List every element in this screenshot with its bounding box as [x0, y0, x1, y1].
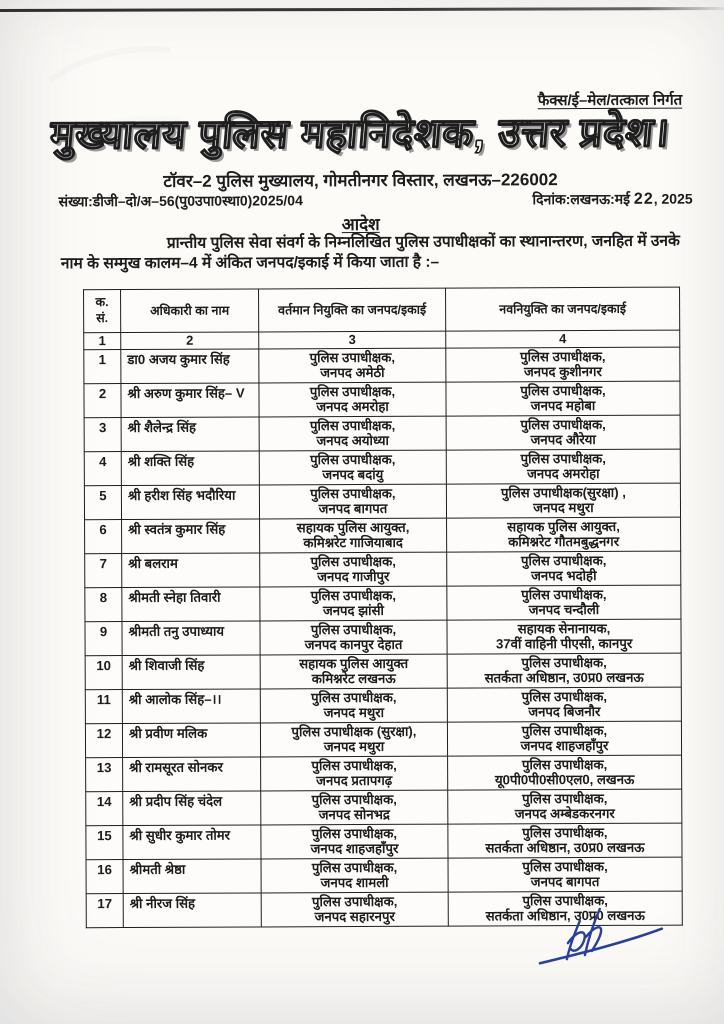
header-officer-name: अधिकारी का नाम: [121, 289, 259, 333]
current-posting-line1: पुलिस उपाधीक्षक,: [310, 553, 396, 569]
serial-number-cell: 1: [84, 349, 121, 383]
new-posting-cell: [447, 551, 681, 586]
table-row: [84, 347, 680, 384]
new-posting-cell: [447, 687, 681, 722]
new-posting-line2: जनपद बिजनौर: [528, 703, 601, 719]
header-serial: क. सं.: [84, 290, 121, 333]
table-row: [85, 653, 681, 690]
new-posting-cell: [448, 857, 682, 892]
current-posting-cell: [259, 450, 446, 485]
current-posting-line2: जनपद बदांयु: [322, 466, 384, 482]
serial-number-cell: 2: [84, 383, 121, 417]
date-day-handwritten: 22: [633, 190, 654, 208]
current-posting-line1: पुलिस उपाधीक्षक,: [310, 587, 397, 603]
current-posting-line1: पुलिस उपाधीक्षक,: [310, 485, 396, 501]
current-posting-line1: पुलिस उपाधीक्षक,: [309, 383, 396, 399]
officer-name-cell: श्री सुधीर कुमार तोमर: [123, 825, 261, 860]
new-posting-line2: जनपद कुशीनगर: [523, 363, 602, 379]
new-posting-cell: [447, 619, 681, 654]
new-posting-line2: जनपद अम्बेडकरनगर: [514, 805, 615, 821]
new-posting-cell: [447, 585, 681, 620]
new-posting-line1: पुलिस उपाधीक्षक,: [522, 824, 608, 840]
current-posting-line1: पुलिस उपाधीक्षक,: [311, 757, 397, 773]
new-posting-line2: जनपद बागपत: [530, 873, 600, 889]
serial-number-cell: 8: [85, 587, 122, 621]
current-posting-line2: जनपद अमेठी: [320, 364, 385, 380]
current-posting-line2: जनपद अयोध्या: [316, 432, 389, 448]
table-row: [86, 789, 682, 826]
current-posting-cell: [260, 722, 447, 757]
current-posting-line2: जनपद अमरोहा: [316, 398, 389, 414]
new-posting-line2: सतर्कता अधिष्ठान, उ0प्र0 लखनऊ: [484, 669, 644, 686]
reference-number: संख्या:डीजी–दो/अ–56(पु0उपा0स्था0)2025/04: [58, 192, 303, 210]
new-posting-cell: [448, 823, 682, 858]
current-posting-line2: जनपद मथुरा: [323, 704, 385, 720]
current-posting-line2: जनपद शाहजहाँपुर: [310, 840, 399, 856]
serial-number-cell: 12: [85, 723, 122, 757]
current-posting-line1: पुलिस उपाधीक्षक,: [311, 893, 398, 909]
column-number: 1: [84, 333, 121, 350]
column-number: 2: [121, 332, 259, 349]
current-posting-line2: कमिश्नरेट लखनऊ: [311, 670, 396, 686]
table-row: [86, 823, 682, 860]
officer-name-cell: श्रीमती श्रेष्ठा: [123, 859, 261, 894]
new-posting-line1: पुलिस उपाधीक्षक,: [522, 790, 608, 806]
current-posting-line1: पुलिस उपाधीक्षक (सुरक्षा),: [291, 723, 417, 739]
order-text-part1: प्रान्तीय पुलिस सेवा संवर्ग के निम्नलिखित पुलिस उपाधीक्षकों का स्थानान्तरण, जनहित में उनके नाम के सम्मुख: [60, 232, 680, 273]
new-posting-line1: पुलिस उपाधीक्षक,: [521, 654, 607, 670]
issue-date: [532, 190, 692, 210]
officer-name-cell: श्री स्वतंत्र कुमार सिंह: [122, 519, 260, 554]
new-posting-line2: जनपद अमरोहा: [527, 465, 600, 481]
serial-number-cell: 6: [85, 519, 122, 553]
signature-ink: [540, 909, 662, 964]
table-row: [85, 517, 681, 554]
new-posting-cell: [446, 381, 680, 416]
table-row: [84, 381, 680, 418]
date-suffix: , 2025: [653, 190, 693, 207]
table-row: [86, 755, 682, 792]
transfer-table-header: [84, 287, 680, 349]
current-posting-line2: कमिश्नरेट गाजियाबाद: [303, 534, 403, 550]
officer-name-cell: श्री नीरज सिंह: [123, 893, 261, 928]
new-posting-cell: [446, 449, 680, 484]
new-posting-line1: पुलिस उपाधीक्षक,: [522, 858, 608, 874]
officer-name-cell: श्री प्रवीण मलिक: [122, 723, 260, 758]
serial-number-cell: 11: [85, 689, 122, 723]
current-posting-line1: पुलिस उपाधीक्षक,: [310, 621, 397, 637]
new-posting-line1: पुलिस उपाधीक्षक,: [520, 348, 606, 364]
order-body-paragraph: [61, 232, 689, 275]
new-posting-cell: [448, 789, 682, 824]
serial-number-cell: 13: [86, 757, 123, 791]
serial-number-cell: 7: [85, 553, 122, 587]
current-posting-cell: [259, 382, 446, 417]
new-posting-line1: पुलिस उपाधीक्षक,: [521, 586, 607, 602]
current-posting-cell: [261, 858, 448, 893]
current-posting-line2: जनपद मथुरा: [323, 738, 385, 754]
current-posting-cell: [260, 552, 447, 587]
table-row: [84, 415, 680, 452]
reference-and-date-row: [59, 190, 693, 212]
current-posting-line1: पुलिस उपाधीक्षक,: [311, 825, 398, 841]
table-row: [84, 483, 680, 520]
serial-number-cell: 16: [86, 859, 123, 893]
serial-number-cell: 3: [84, 417, 121, 451]
officer-name-cell: डा0 अजय कुमार सिंह: [121, 349, 259, 384]
new-posting-cell: [446, 483, 680, 518]
current-posting-cell: [261, 790, 448, 825]
new-posting-line1: पुलिस उपाधीक्षक,: [521, 552, 607, 568]
current-posting-cell: [259, 416, 446, 451]
new-posting-line1: पुलिस उपाधीक्षक,: [521, 688, 608, 704]
order-heading: आदेश: [341, 214, 380, 235]
header-new-posting: नवनियुक्ति का जनपद/इकाई: [446, 287, 680, 331]
officer-name-cell: श्री शक्ति सिंह: [121, 451, 259, 486]
current-posting-cell: [259, 348, 446, 383]
current-posting-cell: [260, 586, 447, 621]
new-posting-line2: 37वीं वाहिनी पीएसी, कानपुर: [495, 635, 633, 652]
serial-number-cell: 17: [86, 893, 123, 927]
new-posting-line1: पुलिस उपाधीक्षक(सुरक्षा) ,: [500, 484, 626, 500]
new-posting-line2: जनपद महोबा: [530, 397, 596, 413]
current-posting-line1: पुलिस उपाधीक्षक,: [309, 417, 396, 433]
table-row: [84, 449, 680, 486]
table-row: [86, 857, 682, 894]
signature-scribble: [534, 903, 674, 979]
current-posting-line1: पुलिस उपाधीक्षक,: [311, 859, 398, 875]
current-posting-line1: पुलिस उपाधीक्षक,: [311, 689, 397, 705]
current-posting-cell: [260, 518, 447, 553]
new-posting-line1: पुलिस उपाधीक्षक,: [520, 450, 606, 466]
table-row: [85, 551, 681, 588]
current-posting-line2: जनपद शामली: [320, 874, 389, 890]
new-posting-line1: पुलिस उपाधीक्षक,: [520, 382, 606, 398]
new-posting-line2: जनपद भदोही: [531, 567, 597, 583]
new-posting-line2: जनपद शाहजहाँपुर: [520, 737, 609, 753]
current-posting-line1: पुलिस उपाधीक्षक,: [310, 451, 396, 467]
current-posting-line1: पुलिस उपाधीक्षक,: [309, 349, 396, 365]
current-posting-line2: जनपद झांसी: [322, 602, 384, 618]
officer-name-cell: श्रीमती तनु उपाध्याय: [122, 621, 260, 656]
table-row: [85, 721, 681, 758]
new-posting-cell: [447, 721, 681, 756]
current-posting-line2: जनपद प्रतापगढ़: [316, 772, 393, 788]
order-text-column-ref: कालम–4: [144, 254, 198, 273]
officer-name-cell: श्री रामसूरत सोनकर: [123, 757, 261, 792]
new-posting-line2: जनपद मथुरा: [533, 499, 594, 515]
officer-name-cell: श्री बलराम: [122, 553, 260, 588]
new-posting-line2: कमिश्नरेट गौतमबुद्धनगर: [508, 533, 620, 549]
officer-name-cell: श्री आलोक सिंह–।।: [122, 689, 260, 724]
current-posting-line1: पुलिस उपाधीक्षक,: [311, 791, 397, 807]
officer-name-cell: श्रीमती स्नेहा तिवारी: [122, 587, 260, 622]
new-posting-cell: [447, 517, 681, 552]
header-current-posting: वर्तमान नियुक्ति का जनपद/इकाई: [259, 288, 446, 332]
serial-number-cell: 9: [85, 621, 122, 655]
current-posting-cell: [260, 620, 447, 655]
current-posting-line2: जनपद बागपत: [318, 500, 388, 516]
serial-number-cell: 5: [84, 485, 121, 519]
officer-name-cell: श्री अरुण कुमार सिंह– V: [121, 383, 259, 418]
serial-number-cell: 14: [86, 791, 123, 825]
new-posting-line1: पुलिस उपाधीक्षक,: [521, 756, 608, 772]
new-posting-line2: जनपद चन्दौली: [528, 601, 600, 617]
current-posting-cell: [261, 756, 448, 791]
current-posting-line2: जनपद सोनभद्र: [318, 806, 390, 822]
officer-name-cell: श्री शिवाजी सिंह: [122, 655, 260, 690]
new-posting-cell: [446, 415, 680, 450]
new-posting-line2: जनपद औरेया: [530, 431, 596, 447]
delivery-mode-note: फैक्स/ई–मेल/तत्काल निर्गत: [537, 91, 683, 110]
new-posting-line1: पुलिस उपाधीक्षक,: [520, 416, 606, 432]
table-row: [85, 585, 681, 622]
new-posting-line1: सहायक सेनानायक,: [517, 620, 611, 636]
serial-number-cell: 10: [85, 655, 122, 689]
current-posting-cell: [261, 824, 448, 859]
letterhead-title: मुख्यालय पुलिस महानिदेशक, उत्तर प्रदेश।: [48, 110, 672, 158]
column-number: 4: [446, 330, 680, 348]
new-posting-line1: पुलिस उपाधीक्षक,: [522, 892, 608, 908]
header-row: [84, 287, 680, 333]
current-posting-line2: जनपद कानपुर देहात: [304, 636, 403, 652]
officer-name-cell: श्री प्रदीप सिंह चंदेल: [123, 791, 261, 826]
serial-number-cell: 4: [84, 451, 121, 485]
transfer-table-body: [84, 347, 683, 928]
current-posting-line2: जनपद गाजीपुर: [317, 568, 390, 584]
table-row: [85, 619, 681, 656]
serial-number-cell: 15: [86, 825, 123, 859]
new-posting-cell: [448, 755, 682, 790]
new-posting-cell: [446, 347, 680, 382]
new-posting-line1: सहायक पुलिस आयुक्त,: [507, 518, 620, 534]
letterhead-address: टॉवर–2 पुलिस मुख्यालय, गोमतीनगर विस्तार, लखनऊ–226002: [163, 170, 558, 191]
current-posting-cell: [260, 688, 447, 723]
new-posting-line2: सतर्कता अधिष्ठान, उ0प्र0 लखनऊ: [485, 907, 645, 924]
new-posting-line2: यू0पी0पी0सी0एल0, लखनऊ: [494, 771, 635, 788]
column-number: 3: [259, 331, 446, 348]
officer-name-cell: श्री हरीश सिंह भदौरिया: [121, 485, 259, 520]
order-text-part2: में अंकित जनपद/इकाई में किया जाता है :–: [197, 253, 440, 272]
current-posting-line1: सहायक पुलिस आयुक्त,: [296, 519, 410, 535]
transfer-table: [83, 287, 683, 928]
new-posting-line1: पुलिस उपाधीक्षक,: [521, 722, 608, 738]
table-row: [85, 687, 681, 724]
current-posting-line1: सहायक पुलिस आयुक्त: [299, 655, 409, 671]
current-posting-cell: [260, 654, 447, 689]
current-posting-line2: जनपद सहारनपुर: [314, 908, 395, 924]
date-prefix: दिनांक:लखनऊ:मई: [532, 190, 634, 208]
new-posting-line2: सतर्कता अधिष्ठान, उ0प्र0 लखनऊ: [485, 839, 645, 856]
officer-name-cell: श्री शैलेन्द्र सिंह: [121, 417, 259, 452]
new-posting-cell: [447, 653, 681, 688]
current-posting-cell: [261, 892, 448, 927]
current-posting-cell: [259, 484, 446, 519]
